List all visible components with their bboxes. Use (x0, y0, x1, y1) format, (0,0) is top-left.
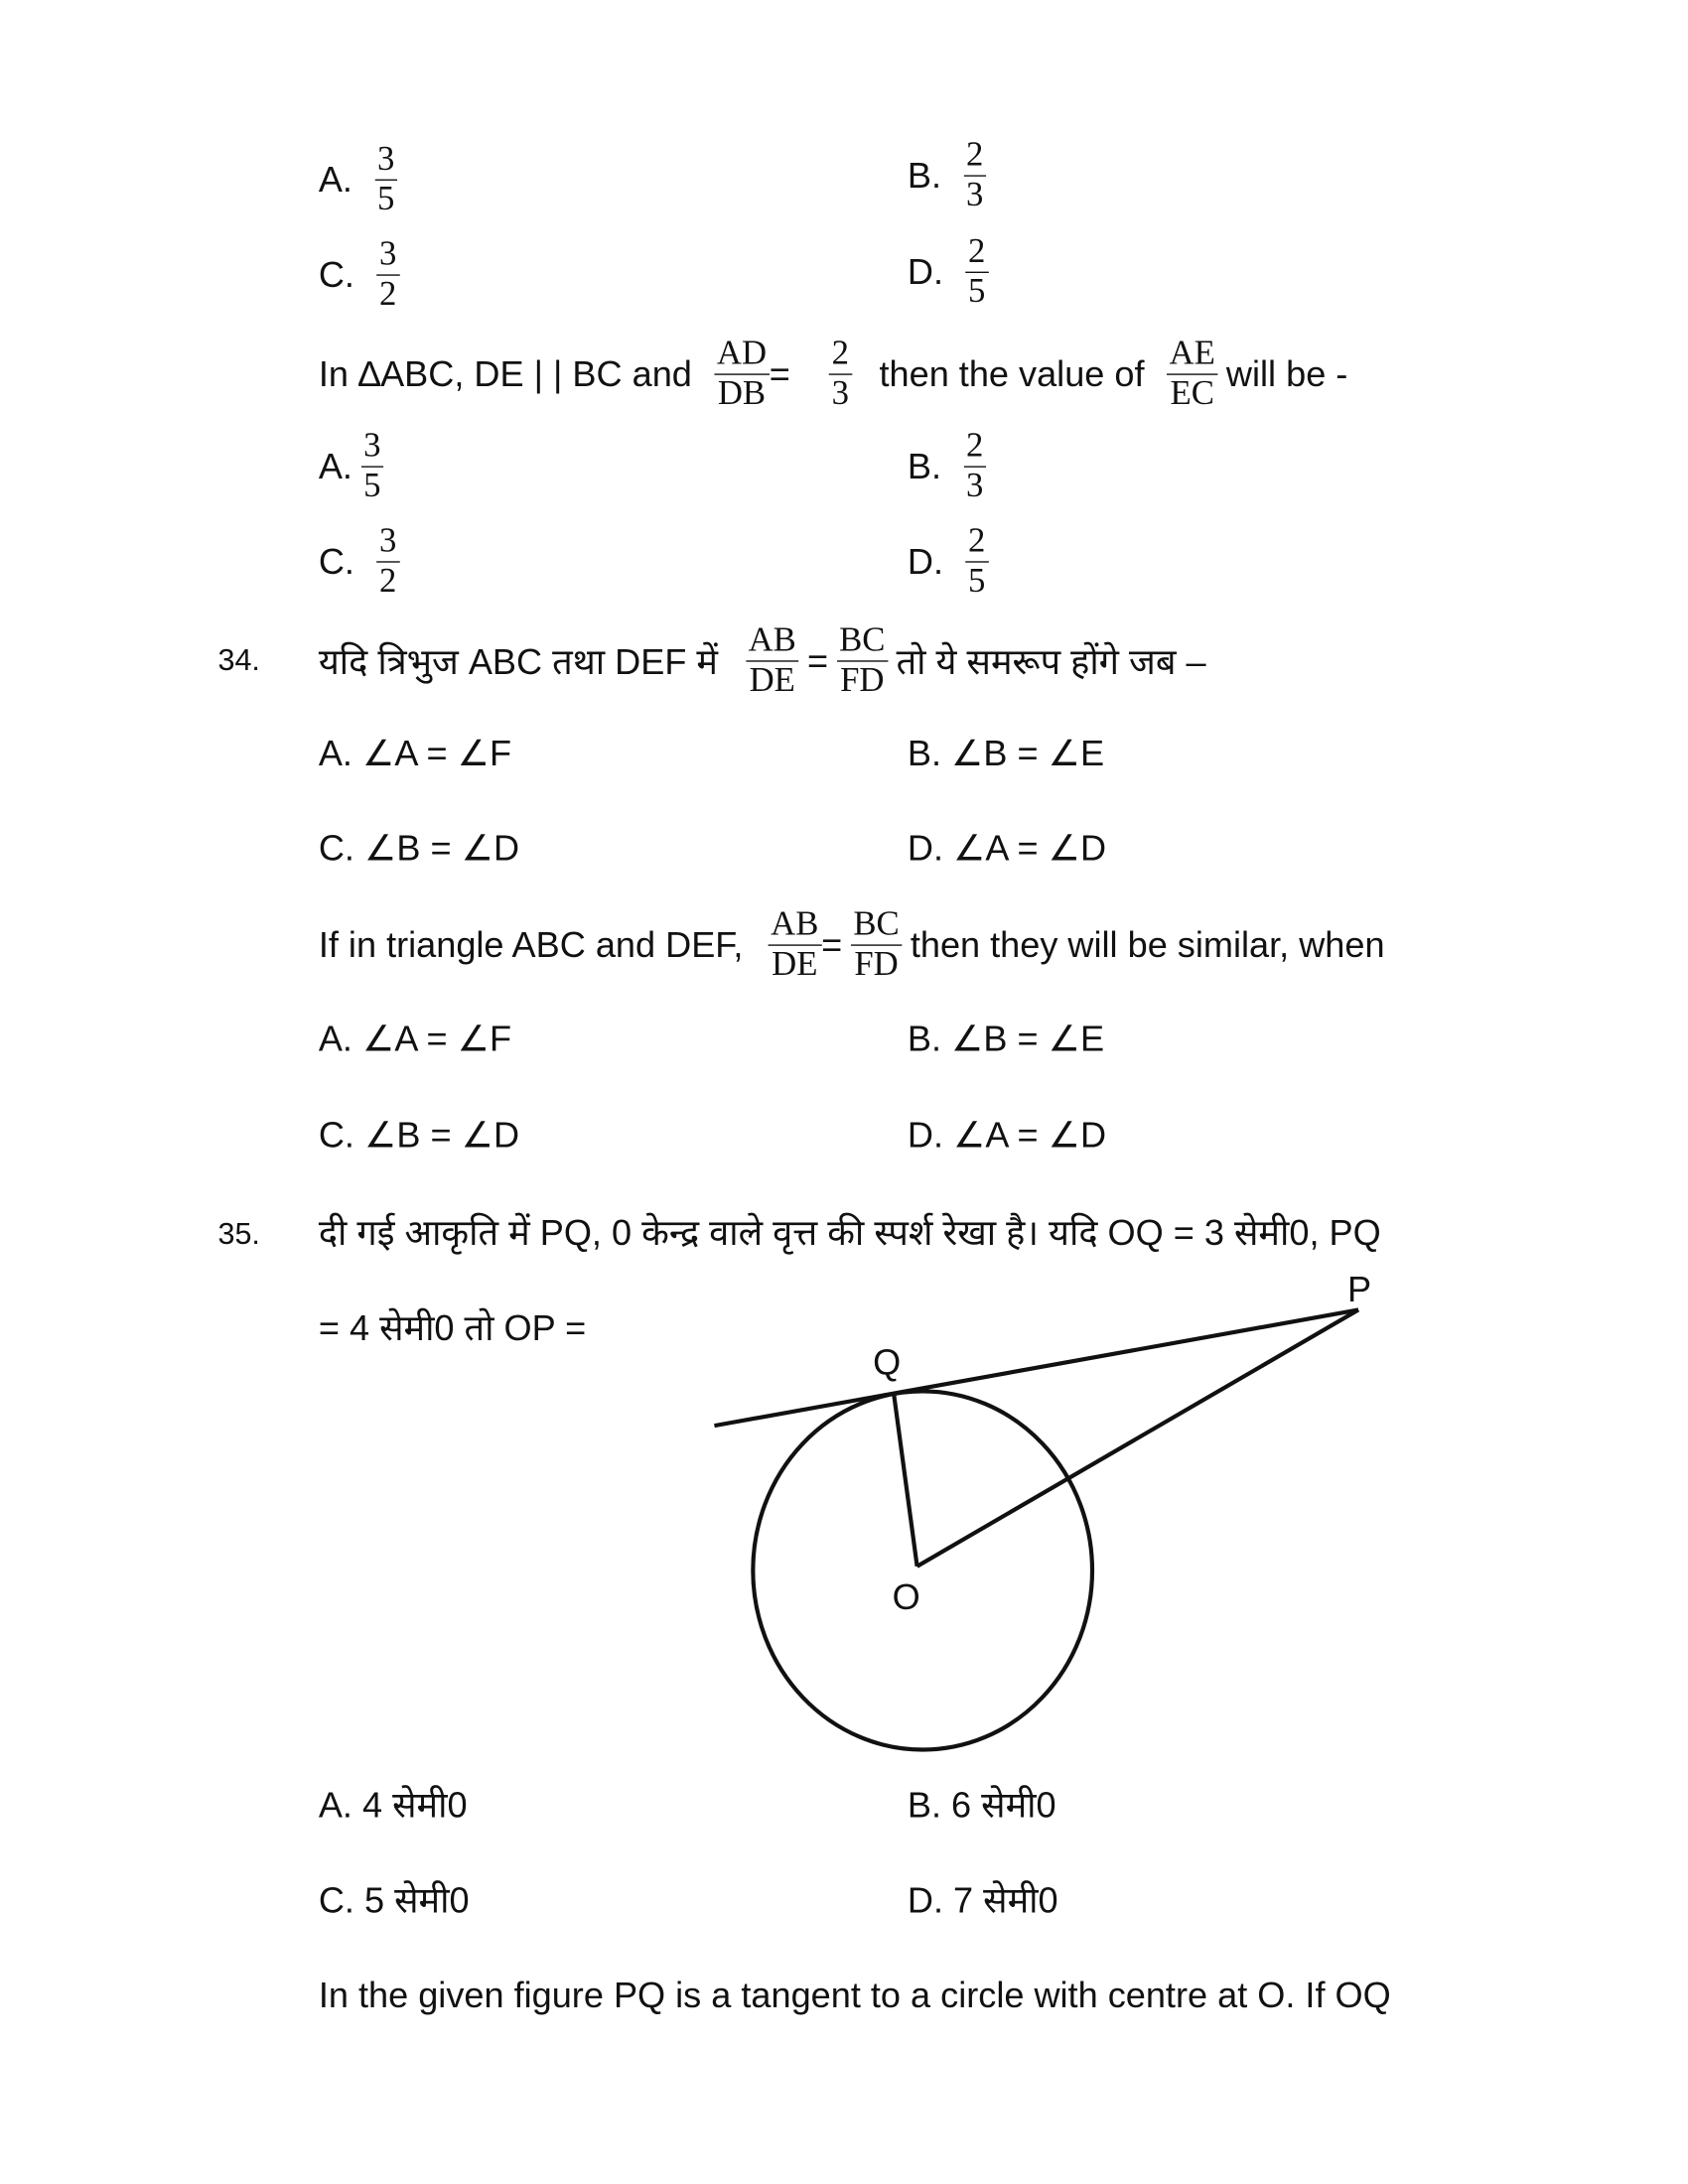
option-c: C. ∠B = ∠D (318, 826, 520, 869)
question-number: 35. (217, 1216, 260, 1251)
denominator: 3 (831, 374, 849, 412)
denominator: 3 (966, 467, 984, 504)
numerator: AD (714, 335, 770, 374)
denominator: 5 (968, 561, 986, 600)
question-text: तो ये समरूप होंगे जब – (896, 640, 1206, 683)
option-c: C. 5 सेमी0 (318, 1879, 470, 1921)
numerator: 2 (965, 232, 988, 272)
question-text: then they will be similar, when (910, 922, 1385, 965)
question-text: will be - (1225, 351, 1348, 394)
option-letter: D. (907, 539, 944, 582)
option-letter: D. (907, 250, 944, 292)
numerator: BC (836, 621, 888, 661)
equals: = (806, 638, 829, 681)
numerator: 2 (829, 335, 852, 374)
circle (753, 1391, 1092, 1749)
option-b: B. 6 सेमी0 (907, 1784, 1056, 1826)
denominator: DE (749, 660, 795, 699)
numerator: BC (851, 905, 903, 945)
option-a: A. ∠A = ∠F (318, 731, 512, 773)
option-letter: C. (318, 539, 354, 582)
numerator: 3 (376, 522, 399, 562)
numerator: 2 (963, 427, 986, 467)
question-text: If in triangle ABC and DEF, (318, 922, 744, 965)
question-text: यदि त्रिभुज ABC तथा DEF में (318, 640, 719, 683)
label-q: Q (873, 1341, 902, 1384)
denominator: FD (854, 945, 899, 983)
denominator: DE (772, 945, 818, 983)
denominator: 5 (363, 467, 381, 504)
denominator: 2 (378, 561, 397, 600)
question-35-hindi-line1: दी गई आकृति में PQ, 0 केन्द्र वाले वृत्त की स्पर्श रेखा है। यदि OQ = 3 सेमी0, PQ (318, 1211, 1381, 1254)
denominator: 5 (376, 180, 395, 217)
option-b: B. ∠B = ∠E (907, 1017, 1105, 1058)
question-text: then the value of (879, 351, 1145, 394)
denominator: 3 (966, 176, 984, 213)
numerator: 2 (965, 522, 988, 562)
equals: = (821, 922, 843, 965)
numerator: AE (1167, 335, 1218, 374)
option-d: D. ∠A = ∠D (907, 826, 1107, 869)
option-letter: A. (318, 444, 352, 486)
numerator: 2 (963, 136, 986, 176)
option-letter: C. (318, 252, 354, 295)
numerator: AB (768, 905, 821, 945)
denominator: FD (840, 660, 885, 699)
denominator: 2 (378, 275, 397, 313)
option-b: B. ∠B = ∠E (907, 731, 1105, 773)
numerator: 3 (374, 140, 397, 180)
label-o: O (892, 1575, 920, 1618)
question-35-english: In the given figure PQ is a tangent to a circle with centre at O. If OQ (318, 1974, 1391, 2015)
radius-oq (894, 1393, 917, 1567)
denominator: DB (717, 374, 767, 412)
option-d: D. 7 सेमी0 (907, 1879, 1058, 1921)
denominator: EC (1170, 374, 1214, 412)
option-letter: B. (907, 444, 942, 486)
option-c: C. ∠B = ∠D (318, 1113, 520, 1156)
numerator: 3 (360, 427, 383, 467)
numerator: 3 (376, 235, 399, 275)
option-a: A. 4 सेमी0 (318, 1784, 468, 1826)
option-letter: B. (907, 153, 942, 196)
question-35-hindi-line2: = 4 सेमी0 तो OP = (318, 1306, 587, 1349)
numerator: AB (746, 621, 799, 661)
option-a: A. ∠A = ∠F (318, 1017, 512, 1058)
option-d: D. ∠A = ∠D (907, 1113, 1107, 1156)
question-text: In ∆ABC, DE | | BC and (318, 351, 692, 394)
question-number: 34. (217, 642, 260, 677)
denominator: 5 (968, 272, 986, 310)
option-letter: A. (318, 158, 352, 200)
label-p: P (1346, 1268, 1372, 1310)
equals: = (769, 351, 790, 394)
